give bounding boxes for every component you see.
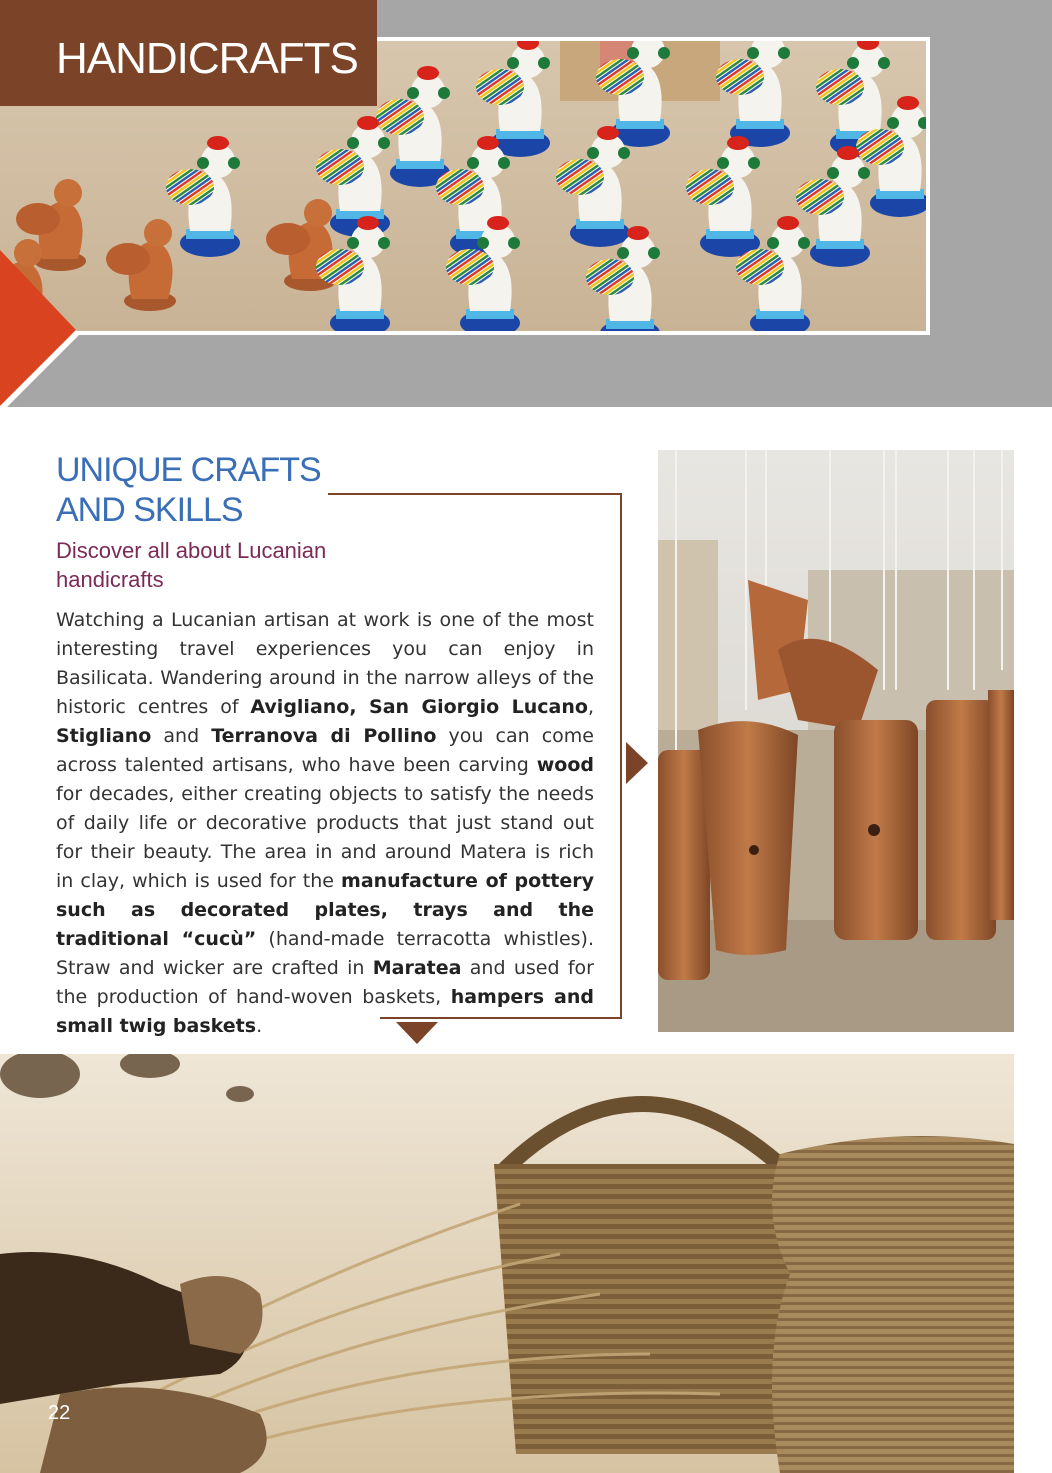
section-title: [56, 450, 321, 530]
body-text-run: and: [151, 725, 212, 747]
frame-line-top: [328, 493, 622, 495]
section-subtitle-line: Discover all about Lucanian: [56, 538, 327, 563]
frame-line-right: [620, 493, 622, 1019]
body-text-run: Watching a Lucanian artisan at work is one of the most interesting travel experiences you can enjoy in Basilicata. Wandering around in the narrow alleys of the historic centres of: [56, 609, 594, 718]
body-text-bold: hampers and small twig baskets: [56, 986, 594, 1037]
basket-weaving-photo: [0, 1054, 1014, 1473]
section-subtitle: [56, 536, 326, 594]
section-subtitle-line: handicrafts: [56, 567, 164, 592]
terracotta-whistles-photo: [658, 450, 1014, 1032]
body-text-run: and used for the production of hand-woven baskets,: [56, 957, 594, 1008]
body-text-run: ,: [587, 696, 594, 718]
section-title-line: AND SKILLS: [56, 491, 243, 529]
red-triangle-decoration: [0, 250, 80, 410]
body-text-run: for decades, either creating objects to satisfy the needs of daily life or decorative products that just stand out for their beauty. The area in and around Matera is rich in clay, which is used for the: [56, 783, 594, 892]
body-text-bold: Stigliano: [56, 725, 152, 747]
body-text-run: .: [256, 1015, 263, 1037]
body-text-bold: Maratea: [372, 957, 462, 979]
body-text-bold: manufacture of pottery such as decorated plates, trays and the traditional “cucù”: [56, 870, 594, 950]
body-text-run: you can come across talented artisans, who have been carving: [56, 725, 594, 776]
body-text-bold: Terranova di Pollino: [211, 725, 437, 747]
body-text-bold: Avigliano, San Giorgio Lucano: [250, 696, 588, 718]
body-paragraph: [56, 606, 594, 1041]
page-title: HANDICRAFTS: [56, 34, 358, 83]
page-number: 22: [48, 1402, 71, 1424]
body-text-bold: wood: [536, 754, 594, 776]
body-text-run: (hand-made terracotta whistles). Straw and wicker are crafted in: [56, 928, 594, 979]
section-title-line: UNIQUE CRAFTS: [56, 451, 321, 489]
arrow-right-icon: [626, 742, 648, 784]
